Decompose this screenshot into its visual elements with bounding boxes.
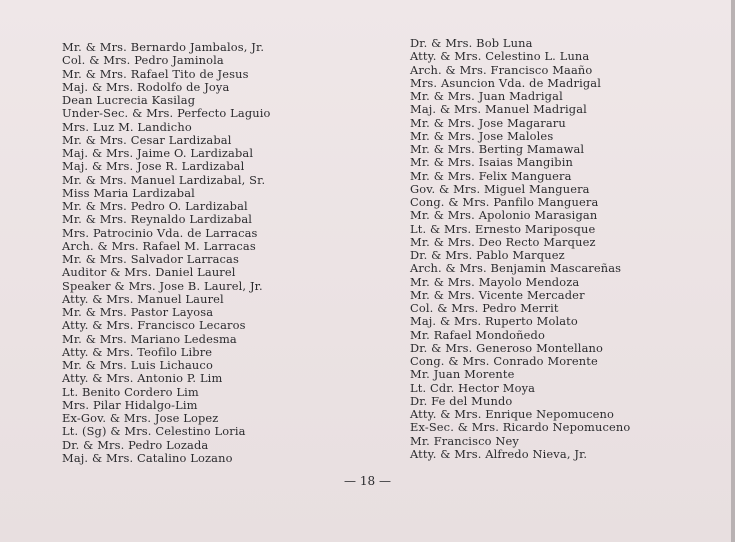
name-entry: Atty. & Mrs. Antonio P. Lim <box>62 371 223 386</box>
name-entry: Mrs. Patrocinio Vda. de Larracas <box>62 225 258 240</box>
name-entry: Mr. & Mrs. Mariano Ledesma <box>62 331 237 346</box>
name-entry: Ex-Gov. & Mrs. Jose Lopez <box>62 411 219 425</box>
name-entry: Mr. & Mrs. Berting Mamawal <box>410 142 585 156</box>
name-entry: Mrs. Luz M. Landicho <box>62 119 192 134</box>
name-entry: Dr. & Mrs. Pedro Lozada <box>62 437 209 452</box>
name-entry: Maj. & Mrs. Manuel Madrigal <box>410 102 587 117</box>
name-entry: Maj. & Mrs. Jaime O. Lardizabal <box>62 146 254 160</box>
name-entry: Dr. Fe del Mundo <box>410 393 513 408</box>
name-entry: Atty. & Mrs. Enrique Nepomuceno <box>410 407 614 421</box>
name-entry: Col. & Mrs. Pedro Merrit <box>410 301 559 315</box>
name-entry: Mr. & Mrs. Luis Lichauco <box>62 358 213 372</box>
name-entry: Cong. & Mrs. Conrado Morente <box>410 354 598 368</box>
name-entry: Mr. & Mrs. Manuel Lardizabal, Sr. <box>62 172 266 187</box>
name-entry: Lt. Cdr. Hector Moya <box>410 380 536 395</box>
name-entry: Mr. Francisco Ney <box>410 433 519 448</box>
name-entry: Mr. & Mrs. Salvador Larracas <box>62 252 239 266</box>
left-name-column <box>62 41 271 465</box>
right-name-column <box>410 37 630 461</box>
name-entry: Mr. & Mrs. Apolonio Marasigan <box>410 208 598 223</box>
name-entry: Atty. & Mrs. Manuel Laurel <box>62 291 224 306</box>
name-entry: Mr. & Mrs. Cesar Lardizabal <box>62 132 232 147</box>
name-entry: Mr. & Mrs. Deo Recto Marquez <box>410 234 596 249</box>
name-entry: Atty. & Mrs. Alfredo Nieva, Jr. <box>410 446 588 461</box>
name-entry: Mr. & Mrs. Felix Manguera <box>410 168 572 183</box>
name-entry: Mr. & Mrs. Pastor Layosa <box>62 305 214 319</box>
page-number: — 18 — <box>344 474 391 488</box>
name-entry: Auditor & Mrs. Daniel Laurel <box>62 265 236 280</box>
name-entry: Mrs. Pilar Hidalgo-Lim <box>62 397 198 412</box>
page-edge <box>731 0 735 542</box>
name-entry: Ex-Sec. & Mrs. Ricardo Nepomuceno <box>410 420 631 435</box>
name-entry: Mr. & Mrs. Reynaldo Lardizabal <box>62 212 253 227</box>
name-entry: Cong. & Mrs. Panfilo Manguera <box>410 195 599 209</box>
name-entry: Mr. & Mrs. Juan Madrigal <box>410 89 563 103</box>
name-entry: Maj. & Mrs. Rodolfo de Joya <box>62 79 230 94</box>
name-entry: Mr. & Mrs. Jose Maloles <box>410 128 554 143</box>
name-entry: Mr. & Mrs. Bernardo Jambalos, Jr. <box>62 40 265 54</box>
name-entry: Maj. & Mrs. Catalino Lozano <box>62 450 233 465</box>
name-entry: Lt. & Mrs. Ernesto Mariposque <box>410 221 596 236</box>
name-entry: Miss Maria Lardizabal <box>62 185 195 200</box>
name-entry: Speaker & Mrs. Jose B. Laurel, Jr. <box>62 278 263 293</box>
name-entry: Mr. & Mrs. Vicente Mercader <box>410 287 585 302</box>
name-entry: Dr. & Mrs. Bob Luna <box>410 36 533 50</box>
name-entry: Dean Lucrecia Kasilag <box>62 93 196 107</box>
name-entry: Arch. & Mrs. Francisco Maaño <box>410 62 593 77</box>
name-entry: Mr. Rafael Mondoñedo <box>410 327 545 342</box>
name-entry: Arch. & Mrs. Rafael M. Larracas <box>62 238 256 253</box>
name-entry: Atty. & Mrs. Teofilo Libre <box>62 344 213 359</box>
name-entry: Under-Sec. & Mrs. Perfecto Laguio <box>62 106 271 121</box>
name-entry: Atty. & Mrs. Celestino L. Luna <box>410 49 590 64</box>
name-entry: Mrs. Asuncion Vda. de Madrigal <box>410 75 602 90</box>
name-entry: Atty. & Mrs. Francisco Lecaros <box>62 318 246 333</box>
name-entry: Mr. & Mrs. Isaias Mangibin <box>410 155 573 170</box>
name-entry: Lt. Benito Cordero Lim <box>62 384 199 399</box>
name-entry: Gov. & Mrs. Miguel Manguera <box>410 181 590 196</box>
name-entry: Mr. & Mrs. Rafael Tito de Jesus <box>62 66 249 81</box>
name-entry: Mr. Juan Morente <box>410 367 515 382</box>
name-entry: Mr. & Mrs. Mayolo Mendoza <box>410 274 580 289</box>
name-entry: Lt. (Sg) & Mrs. Celestino Loria <box>62 424 246 439</box>
name-entry: Mr. & Mrs. Pedro O. Lardizabal <box>62 199 248 213</box>
name-entry: Dr. & Mrs. Pablo Marquez <box>410 248 565 262</box>
name-entry: Dr. & Mrs. Generoso Montellano <box>410 340 604 355</box>
name-entry: Maj. & Mrs. Jose R. Lardizabal <box>62 159 245 174</box>
name-entry: Maj. & Mrs. Ruperto Molato <box>410 314 578 329</box>
name-entry: Mr. & Mrs. Jose Magararu <box>410 115 566 130</box>
name-entry: Arch. & Mrs. Benjamin Mascareñas <box>410 261 622 276</box>
name-entry: Col. & Mrs. Pedro Jaminola <box>62 53 224 68</box>
